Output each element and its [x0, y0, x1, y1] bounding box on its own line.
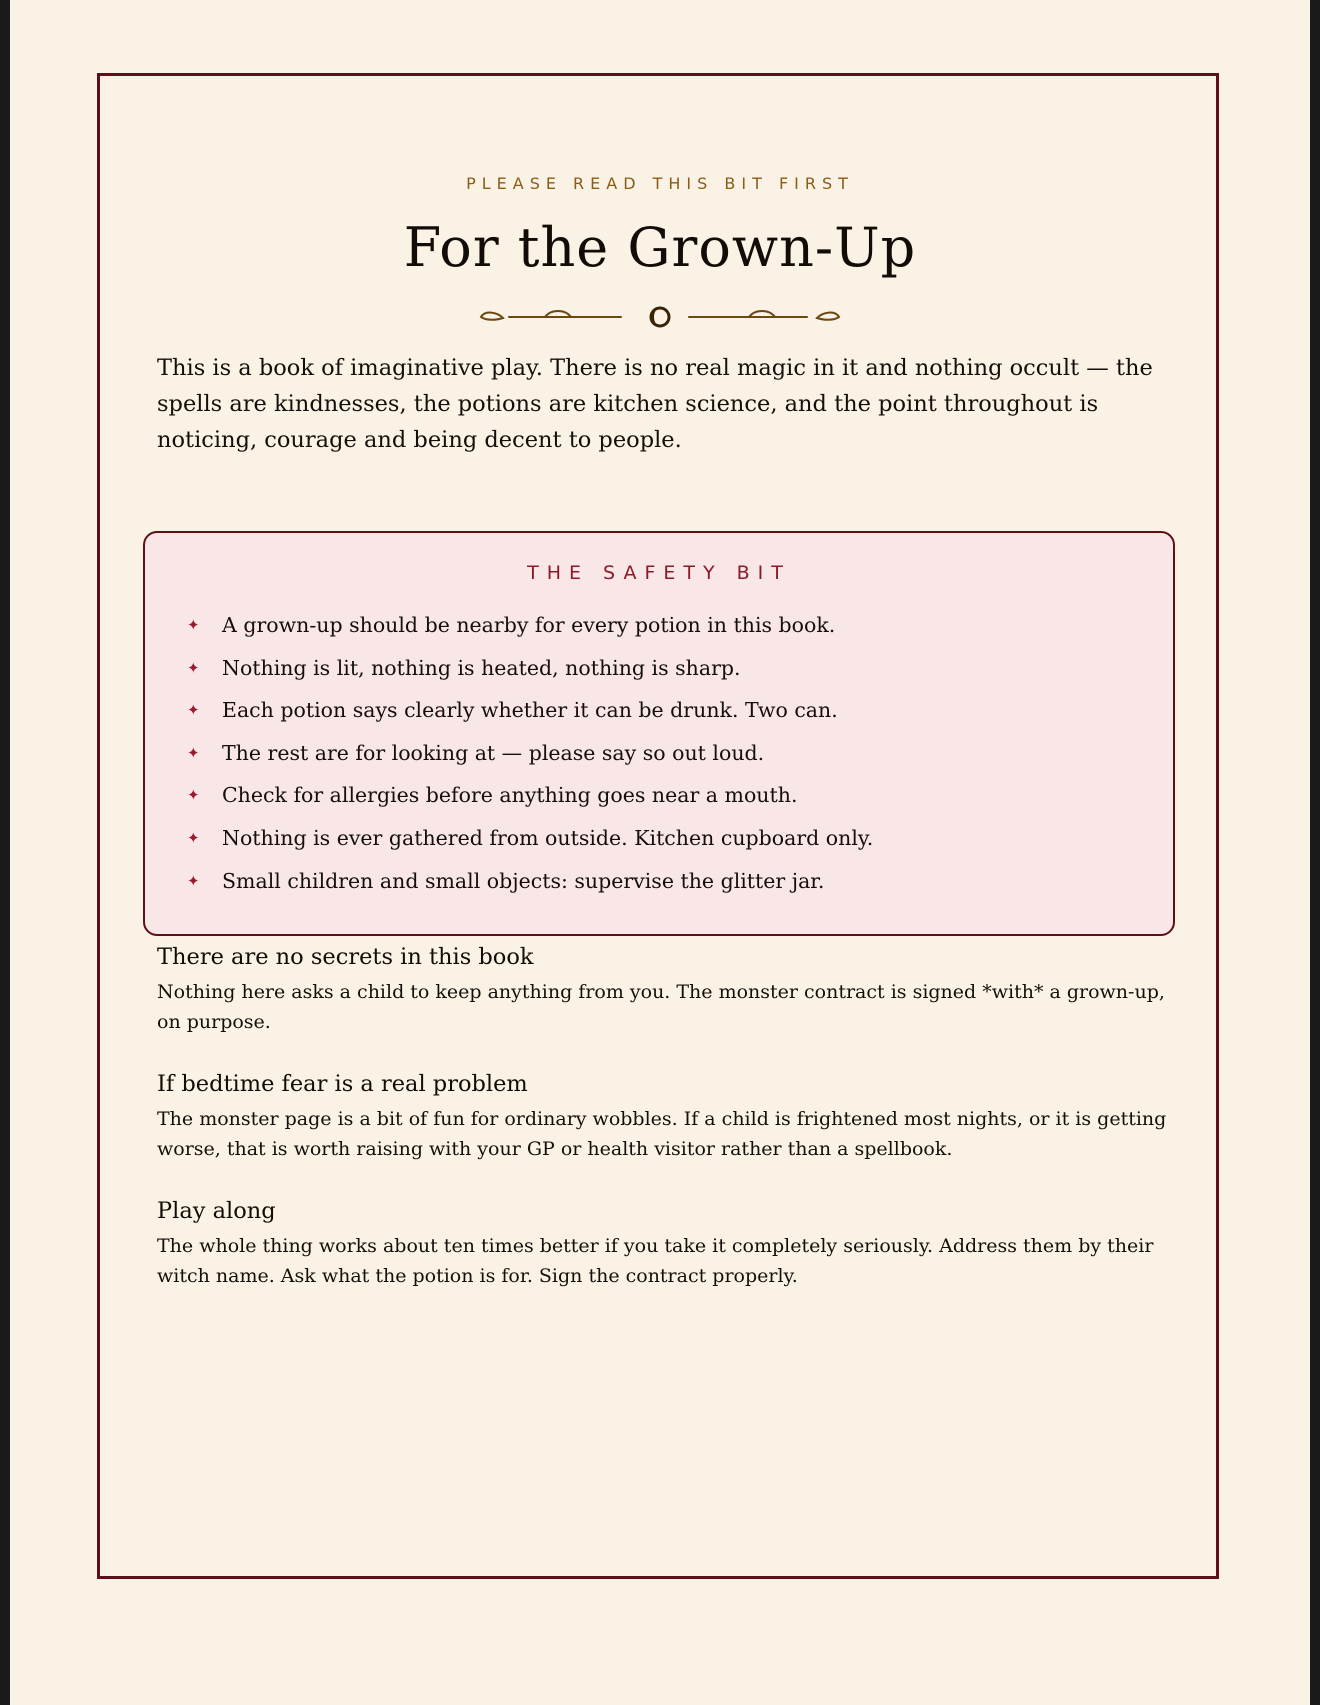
- safety-item-text: Check for allergies before anything goes near a mouth.: [222, 783, 798, 808]
- star-bullet-icon: ✦: [187, 786, 200, 805]
- safety-box: [143, 531, 1175, 936]
- section-body: The whole thing works about ten times better if you take it completely seriously. Address them by their witch name. Ask what the potion is for. Sign the contract properly.: [157, 1235, 1154, 1287]
- star-bullet-icon: ✦: [187, 616, 200, 634]
- star-bullet-icon: ✦: [187, 658, 200, 677]
- section-body: Nothing here asks a child to keep anything from you. The monster contract is signed *with* a grown-up, on purpose.: [157, 981, 1165, 1033]
- star-bullet-icon: ✦: [187, 828, 200, 847]
- section-body: The monster page is a bit of fun for ordinary wobbles. If a child is frightened most nights, or it is getting worse, that is worth raising with your GP or health visitor rather than a spellbook.: [157, 1108, 1167, 1160]
- section-heading: There are no secrets in this book: [157, 944, 534, 970]
- safety-item-text: Nothing is ever gathered from outside. Kitchen cupboard only.: [222, 825, 874, 850]
- safety-item-text: Each potion says clearly whether it can be drunk. Two can.: [222, 698, 838, 723]
- page-title: For the Grown-Up: [403, 216, 917, 279]
- section-play-along: [157, 1196, 1177, 1291]
- section-heading: Play along: [157, 1198, 276, 1224]
- crescent-flourish-icon: [475, 300, 845, 334]
- safety-heading: THE SAFETY BIT: [527, 562, 791, 584]
- section-no-secrets: [157, 942, 1177, 1037]
- section-bedtime-fear: [157, 1069, 1177, 1164]
- intro-paragraph: This is a book of imaginative play. There is no real magic in it and nothing occult — the spells are kindnesses, the potions are kitchen science, and the point throughout is noticing, courage and being decent to people.: [157, 355, 1153, 453]
- star-bullet-icon: ✦: [187, 871, 200, 890]
- safety-item-text: Nothing is lit, nothing is heated, nothing is sharp.: [222, 655, 741, 680]
- star-bullet-icon: ✦: [187, 701, 200, 720]
- safety-item-text: Small children and small objects: supervise the glitter jar.: [222, 868, 825, 893]
- safety-item-text: A grown-up should be nearby for every potion in this book.: [222, 613, 836, 637]
- eyebrow-label: PLEASE READ THIS BIT FIRST: [466, 174, 854, 193]
- star-bullet-icon: ✦: [187, 743, 200, 762]
- safety-item-text: The rest are for looking at — please say so out loud.: [222, 740, 765, 765]
- section-heading: If bedtime fear is a real problem: [157, 1071, 528, 1097]
